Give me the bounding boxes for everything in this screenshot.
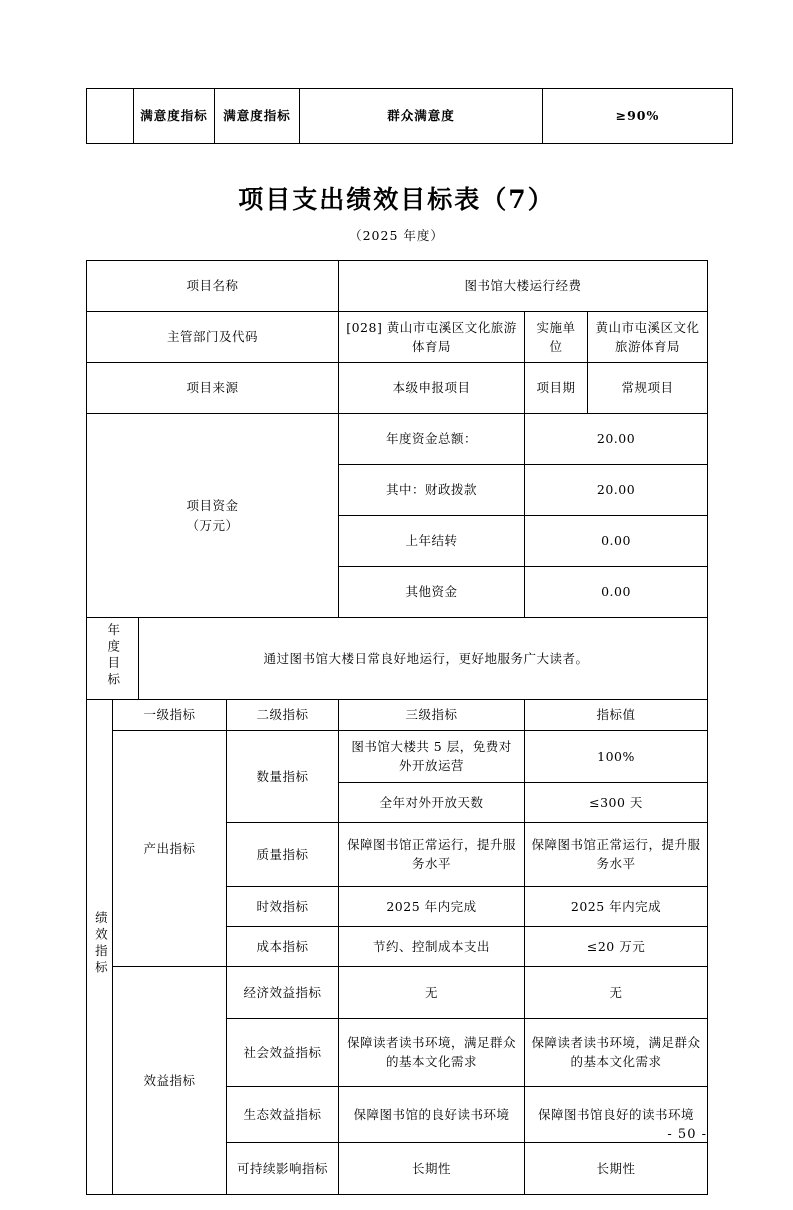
perf-value: 保障图书馆正常运行，提升服务水平 xyxy=(525,822,708,886)
perf-level2: 时效指标 xyxy=(227,886,339,926)
table-row-perf xyxy=(87,730,708,782)
table-row-funds-total xyxy=(87,414,708,465)
perf-level3: 图书馆大楼共 5 层，免费对外开放运营 xyxy=(339,730,525,782)
perf-level3: 保障图书馆的良好读书环境 xyxy=(339,1086,525,1142)
perf-value: 2025 年内完成 xyxy=(525,886,708,926)
perf-level2: 生态效益指标 xyxy=(227,1086,339,1142)
perf-header-level3: 三级指标 xyxy=(339,700,525,730)
project-name-label: 项目名称 xyxy=(87,261,339,312)
perf-level1-output: 产出指标 xyxy=(113,730,227,966)
table-row-source xyxy=(87,363,708,414)
fund-row-value: 20.00 xyxy=(525,465,708,516)
project-funds-label xyxy=(87,414,339,618)
annual-goal-label-text: 年度目标 xyxy=(105,623,121,689)
perf-value: ≤300 天 xyxy=(525,782,708,822)
document-page xyxy=(0,88,793,1210)
department-label: 主管部门及代码 xyxy=(87,312,339,363)
perf-level3: 长期性 xyxy=(339,1142,525,1194)
perf-level2: 社会效益指标 xyxy=(227,1018,339,1086)
continuation-cell-level3: 群众满意度 xyxy=(300,89,543,144)
project-period-label: 项目期 xyxy=(525,363,588,414)
table-row-project-name xyxy=(87,261,708,312)
perf-header-value: 指标值 xyxy=(525,700,708,730)
project-name-value: 图书馆大楼运行经费 xyxy=(339,261,708,312)
perf-level3: 全年对外开放天数 xyxy=(339,782,525,822)
perf-level2: 数量指标 xyxy=(227,730,339,822)
perf-level1-benefit: 效益指标 xyxy=(113,966,227,1194)
page-number: - 50 - xyxy=(667,1127,707,1142)
perf-level2: 质量指标 xyxy=(227,822,339,886)
fund-row-name: 上年结转 xyxy=(339,516,525,567)
continuation-cell-level1: 满意度指标 xyxy=(134,89,215,144)
perf-level3: 节约、控制成本支出 xyxy=(339,926,525,966)
perf-side-label xyxy=(87,700,113,1194)
department-value: [028] 黄山市屯溪区文化旅游体育局 xyxy=(339,312,525,363)
perf-header-level2: 二级指标 xyxy=(227,700,339,730)
table-row-perf xyxy=(87,966,708,1018)
fund-row-name: 年度资金总额： xyxy=(339,414,525,465)
project-funds-unit-text: （万元） xyxy=(186,517,239,533)
perf-level3: 无 xyxy=(339,966,525,1018)
page-title: 项目支出绩效目标表（7） xyxy=(238,185,555,214)
project-period-value: 常规项目 xyxy=(588,363,708,414)
perf-value: 无 xyxy=(525,966,708,1018)
implementing-unit-label: 实施单位 xyxy=(525,312,588,363)
table-row-department xyxy=(87,312,708,363)
fund-row-value: 0.00 xyxy=(525,567,708,618)
fund-row-value: 20.00 xyxy=(525,414,708,465)
fund-row-name: 其中：财政拨款 xyxy=(339,465,525,516)
perf-value: 长期性 xyxy=(525,1142,708,1194)
perf-level2: 可持续影响指标 xyxy=(227,1142,339,1194)
project-source-label: 项目来源 xyxy=(87,363,339,414)
continuation-cell-value: ≥90% xyxy=(543,89,733,144)
table-row-perf-header xyxy=(87,700,708,730)
table-row-annual-goal xyxy=(87,618,708,700)
perf-level2: 成本指标 xyxy=(227,926,339,966)
fund-row-value: 0.00 xyxy=(525,516,708,567)
fund-row-name: 其他资金 xyxy=(339,567,525,618)
annual-goal-text: 通过图书馆大楼日常良好地运行，更好地服务广大读者。 xyxy=(139,618,708,700)
performance-goal-table xyxy=(86,260,708,1195)
perf-level2: 经济效益指标 xyxy=(227,966,339,1018)
project-source-value: 本级申报项目 xyxy=(339,363,525,414)
perf-value: 100% xyxy=(525,730,708,782)
perf-value: 保障读者读书环境，满足群众的基本文化需求 xyxy=(525,1018,708,1086)
perf-value: ≤20 万元 xyxy=(525,926,708,966)
implementing-unit-value: 黄山市屯溪区文化旅游体育局 xyxy=(588,312,708,363)
perf-side-label-text: 绩效指标 xyxy=(93,911,109,978)
annual-goal-label xyxy=(87,618,139,700)
perf-level3: 保障图书馆正常运行，提升服务水平 xyxy=(339,822,525,886)
continuation-cell-level2: 满意度指标 xyxy=(215,89,300,144)
perf-value: 保障图书馆良好的读书环境 xyxy=(525,1086,708,1142)
page-subtitle: （2025 年度） xyxy=(349,228,444,243)
continuation-cell-blank xyxy=(87,89,134,144)
project-funds-label-text: 项目资金 xyxy=(186,498,239,514)
perf-level3: 2025 年内完成 xyxy=(339,886,525,926)
continuation-table xyxy=(86,88,733,144)
perf-level3: 保障读者读书环境，满足群众的基本文化需求 xyxy=(339,1018,525,1086)
table-row xyxy=(87,89,733,144)
perf-header-level1: 一级指标 xyxy=(113,700,227,730)
